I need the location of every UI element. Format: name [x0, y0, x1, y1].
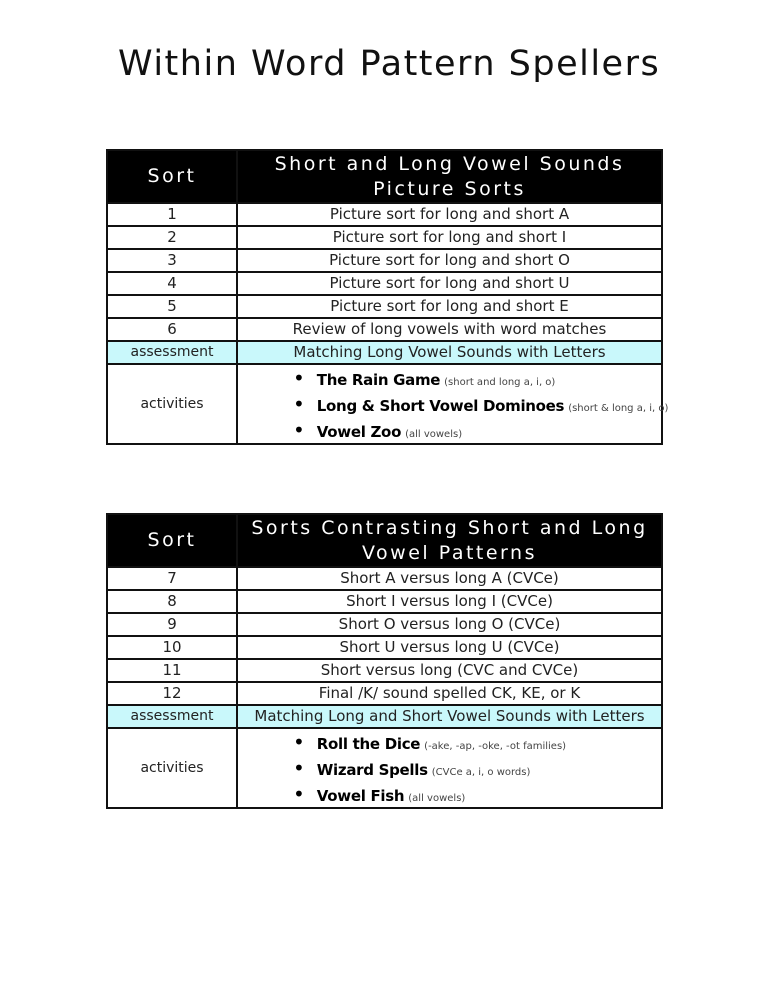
activity-name: Vowel Zoo: [316, 423, 402, 441]
sort-number: 11: [107, 659, 237, 682]
sort-number: 2: [107, 226, 237, 249]
heading-line: Vowel Patterns: [362, 541, 537, 564]
table-row: [107, 682, 662, 705]
sort-description: Picture sort for long and short A: [237, 203, 662, 226]
table-header: [107, 514, 662, 567]
activity-note: (all vowels): [405, 429, 463, 440]
sort-description: Picture sort for long and short U: [237, 272, 662, 295]
activity-item: [293, 755, 661, 781]
activities-row: [107, 728, 662, 808]
sort-column-header: Sort: [107, 514, 237, 567]
sort-table: [106, 513, 663, 809]
table-row: [107, 659, 662, 682]
table-row: [107, 567, 662, 590]
activity-name: The Rain Game: [316, 371, 441, 389]
sort-description: Short O versus long O (CVCe): [237, 613, 662, 636]
activities-label: activities: [107, 364, 237, 444]
sort-description: Picture sort for long and short I: [237, 226, 662, 249]
activities-list: [238, 365, 669, 443]
table-row: [107, 590, 662, 613]
section-heading: [237, 514, 662, 567]
page-title: Within Word Pattern Spellers: [118, 44, 661, 84]
assessment-description: Matching Long Vowel Sounds with Letters: [237, 341, 662, 364]
sort-description: Short I versus long I (CVCe): [237, 590, 662, 613]
assessment-description: Matching Long and Short Vowel Sounds with Letters: [237, 705, 662, 728]
sort-number: 4: [107, 272, 237, 295]
sort-description: Short versus long (CVC and CVCe): [237, 659, 662, 682]
section-heading: [237, 150, 662, 203]
activity-name: Vowel Fish: [316, 787, 405, 805]
sort-number: 5: [107, 295, 237, 318]
activity-note: (-ake, -ap, -oke, -ot families): [424, 741, 567, 752]
sort-number: 10: [107, 636, 237, 659]
activity-item: [293, 365, 661, 391]
sort-description: Final /K/ sound spelled CK, KE, or K: [237, 682, 662, 705]
activity-note: (short & long a, i, o): [568, 403, 669, 414]
activity-item: [293, 729, 661, 755]
assessment-row: [107, 705, 662, 728]
assessment-label: assessment: [107, 341, 237, 364]
activity-name: Roll the Dice: [316, 735, 421, 753]
activities-list: [238, 729, 661, 807]
sort-number: 8: [107, 590, 237, 613]
sort-description: Picture sort for long and short E: [237, 295, 662, 318]
sort-column-header: Sort: [107, 150, 237, 203]
heading-line: Sorts Contrasting Short and Long: [251, 516, 648, 539]
table-row: [107, 613, 662, 636]
table-row: [107, 318, 662, 341]
sort-number: 1: [107, 203, 237, 226]
activity-item: [293, 391, 669, 417]
table-row: [107, 295, 662, 318]
assessment-row: [107, 341, 662, 364]
activity-note: (all vowels): [408, 793, 466, 804]
sort-number: 7: [107, 567, 237, 590]
activity-name: Long & Short Vowel Dominoes: [316, 397, 565, 415]
sort-number: 3: [107, 249, 237, 272]
sort-description: Review of long vowels with word matches: [237, 318, 662, 341]
table-row: [107, 226, 662, 249]
sort-number: 9: [107, 613, 237, 636]
sort-number: 6: [107, 318, 237, 341]
sort-description: Short A versus long A (CVCe): [237, 567, 662, 590]
table-row: [107, 636, 662, 659]
sort-table: [106, 149, 669, 445]
activity-note: (short and long a, i, o): [444, 377, 556, 388]
activities-row: [107, 364, 662, 444]
activity-item: [293, 781, 661, 807]
table-row: [107, 203, 662, 226]
table-row: [107, 272, 662, 295]
assessment-label: assessment: [107, 705, 237, 728]
heading-line: Short and Long Vowel Sounds: [274, 152, 625, 175]
table-header: [107, 150, 662, 203]
heading-line: Picture Sorts: [373, 177, 526, 200]
sort-description: Picture sort for long and short O: [237, 249, 662, 272]
activity-name: Wizard Spells: [316, 761, 428, 779]
activity-note: (CVCe a, i, o words): [431, 767, 531, 778]
table-row: [107, 249, 662, 272]
sort-number: 12: [107, 682, 237, 705]
activities-label: activities: [107, 728, 237, 808]
sort-description: Short U versus long U (CVCe): [237, 636, 662, 659]
activity-item: [293, 417, 661, 443]
